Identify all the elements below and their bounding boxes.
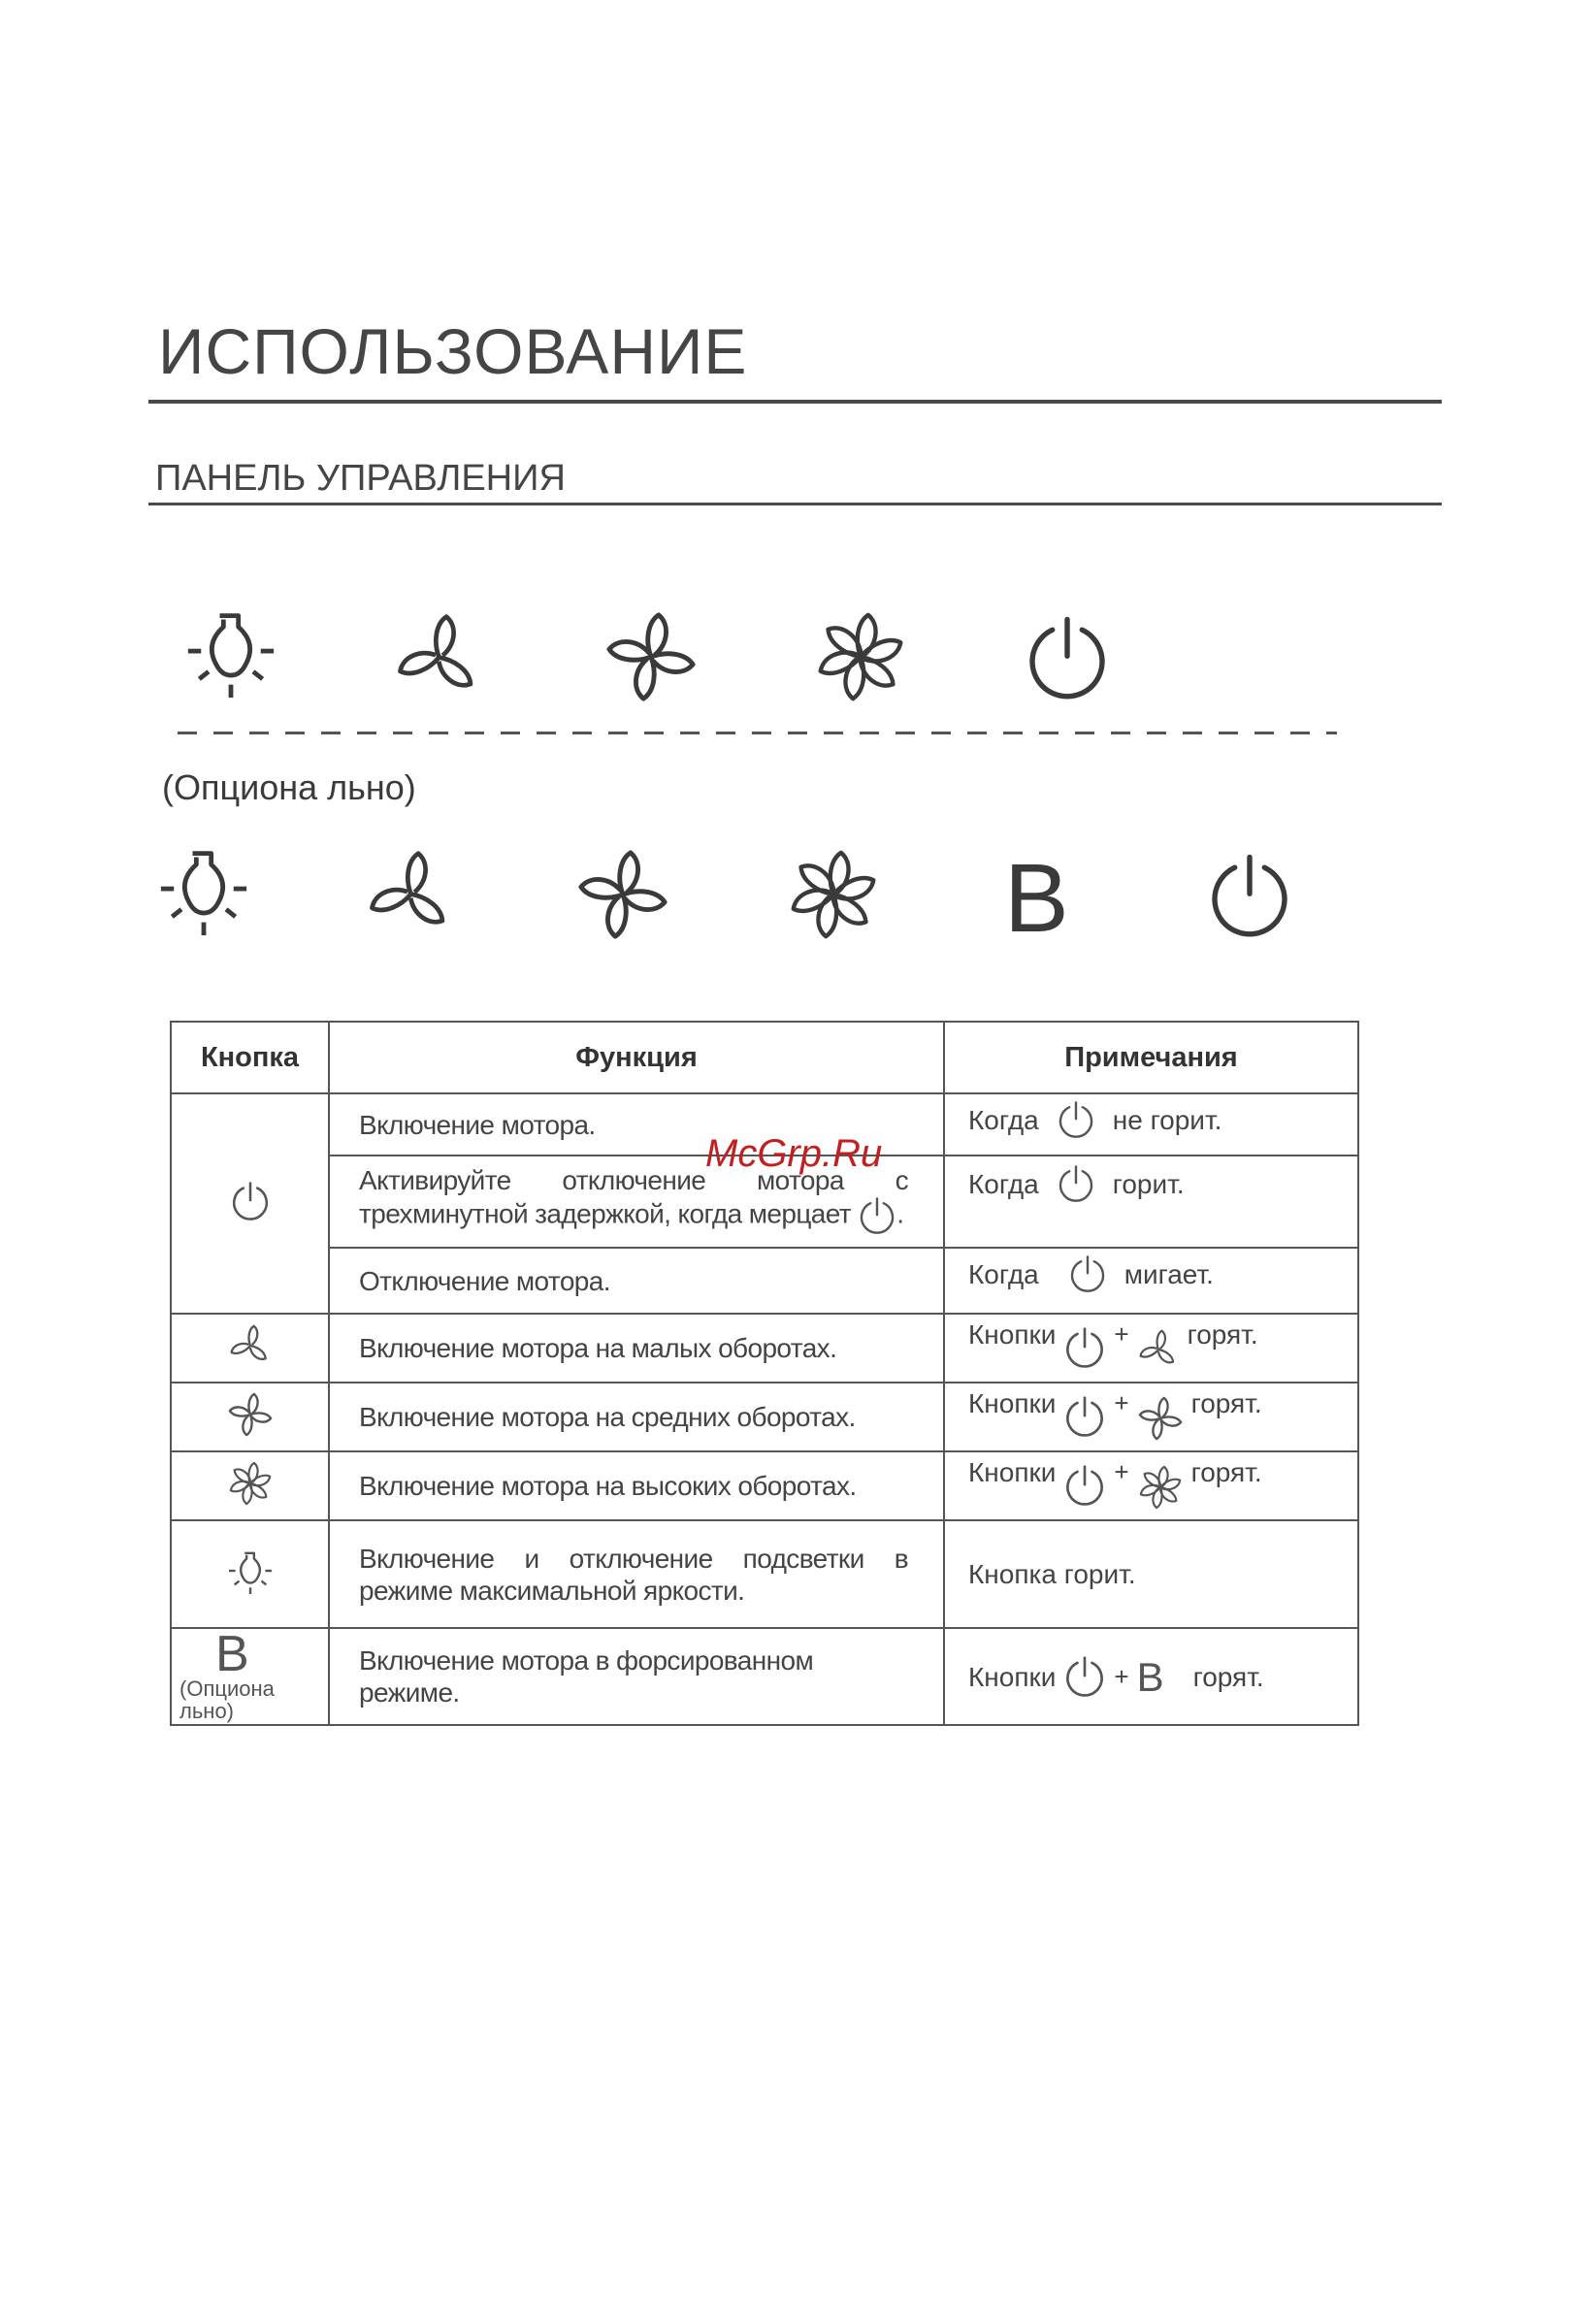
function-text-end: . [896, 1198, 904, 1229]
boost-button-cell [171, 1628, 329, 1725]
function-cell: Включение мотора на малых оборотах. [329, 1314, 944, 1383]
note-text: Когда [968, 1104, 1039, 1135]
power-icon [1024, 614, 1111, 701]
boost-icon: B [1004, 844, 1069, 953]
note-cell [944, 1628, 1358, 1725]
header-button: Кнопка [171, 1022, 329, 1093]
note-cell [944, 1156, 1358, 1248]
plus-sign: + [1114, 1319, 1129, 1349]
function-cell: Включение мотора. [329, 1093, 944, 1156]
note-text: мигает. [1124, 1258, 1214, 1289]
boost-icon: B [215, 1626, 249, 1682]
title-divider [148, 400, 1442, 404]
fan-speed-2-icon [227, 1391, 274, 1438]
fan-speed-1-icon [365, 848, 457, 940]
fan-speed-2-icon [603, 609, 699, 704]
note-text: Кнопки [968, 1457, 1057, 1487]
fan-speed-1-icon [228, 1323, 273, 1368]
light-icon [184, 606, 277, 700]
note-text: не горит. [1112, 1104, 1222, 1135]
function-cell: Включение мотора на средних оборотах. [329, 1383, 944, 1451]
function-table [170, 1021, 1359, 1726]
note-text: горит. [1112, 1168, 1185, 1199]
fan-speed-3-icon [813, 609, 908, 704]
fan-speed-1-icon [393, 611, 485, 703]
plus-sign: + [1114, 1457, 1129, 1486]
header-notes: Примечания [944, 1022, 1358, 1093]
note-text: горят. [1187, 1319, 1258, 1350]
panel-separator [178, 732, 1337, 734]
power-icon [1063, 1326, 1106, 1369]
note-text: горят. [1190, 1457, 1262, 1487]
fan-speed-2-icon [1137, 1395, 1184, 1442]
light-button-cell [171, 1520, 329, 1628]
table-row [171, 1520, 1358, 1628]
note-text: Кнопки [968, 1661, 1057, 1692]
table-row [171, 1383, 1358, 1451]
power-icon [1057, 1100, 1095, 1139]
function-cell: Отключение мотора. [329, 1248, 944, 1314]
function-cell: Включение и отключение подсветки в режиме максимальной яркости. [329, 1520, 944, 1628]
light-icon [157, 844, 250, 937]
note-text: Кнопки [968, 1388, 1057, 1418]
note-text: горят. [1192, 1661, 1264, 1692]
header-function: Функция [329, 1022, 944, 1093]
light-icon [227, 1548, 274, 1595]
optional-note: (Опциона льно) [179, 1676, 275, 1723]
power-icon [1063, 1655, 1106, 1698]
section-title: ПАНЕЛЬ УПРАВЛЕНИЯ [155, 458, 566, 499]
table-header-row [171, 1022, 1358, 1093]
watermark: McGrp.Ru [705, 1132, 883, 1175]
note-text: Кнопки [968, 1319, 1057, 1350]
section-divider [148, 503, 1442, 505]
plus-sign: + [1114, 1661, 1129, 1691]
page-title: ИСПОЛЬЗОВАНИЕ [158, 315, 748, 387]
fan2-button-cell [171, 1383, 329, 1451]
table-row [171, 1451, 1358, 1520]
note-cell [944, 1314, 1358, 1383]
table-row [171, 1314, 1358, 1383]
power-icon [858, 1196, 896, 1235]
optional-label: (Опциона льно) [162, 767, 416, 807]
note-cell [944, 1093, 1358, 1156]
fan3-button-cell [171, 1451, 329, 1520]
power-icon [1206, 852, 1293, 939]
fan1-button-cell [171, 1314, 329, 1383]
boost-icon: B [1136, 1653, 1164, 1700]
power-icon [1063, 1395, 1106, 1438]
note-text: горят. [1190, 1388, 1262, 1418]
note-cell [944, 1451, 1358, 1520]
power-icon [1063, 1464, 1106, 1507]
note-cell [944, 1248, 1358, 1314]
fan-speed-1-icon [1137, 1328, 1180, 1371]
table-row [171, 1248, 1358, 1314]
power-button-cell [171, 1093, 329, 1314]
note-cell [944, 1383, 1358, 1451]
note-text: Когда [968, 1168, 1039, 1199]
fan-speed-2-icon [575, 847, 670, 942]
power-icon [230, 1181, 271, 1221]
table-row [171, 1628, 1358, 1725]
function-cell: Включение мотора в форсированном режиме. [329, 1628, 944, 1725]
function-text: Активируйте отключение мотора с трехминутной задержкой, когда мерцает [359, 1165, 908, 1229]
fan-speed-3-icon [227, 1460, 274, 1507]
plus-sign: + [1114, 1388, 1129, 1417]
fan-speed-3-icon [1137, 1464, 1184, 1511]
fan-speed-3-icon [786, 847, 881, 942]
function-cell: Включение мотора на высоких оборотах. [329, 1451, 944, 1520]
power-icon [1057, 1164, 1095, 1203]
note-text: Когда [968, 1258, 1039, 1289]
note-cell: Кнопка горит. [944, 1520, 1358, 1628]
power-icon [1068, 1254, 1107, 1293]
